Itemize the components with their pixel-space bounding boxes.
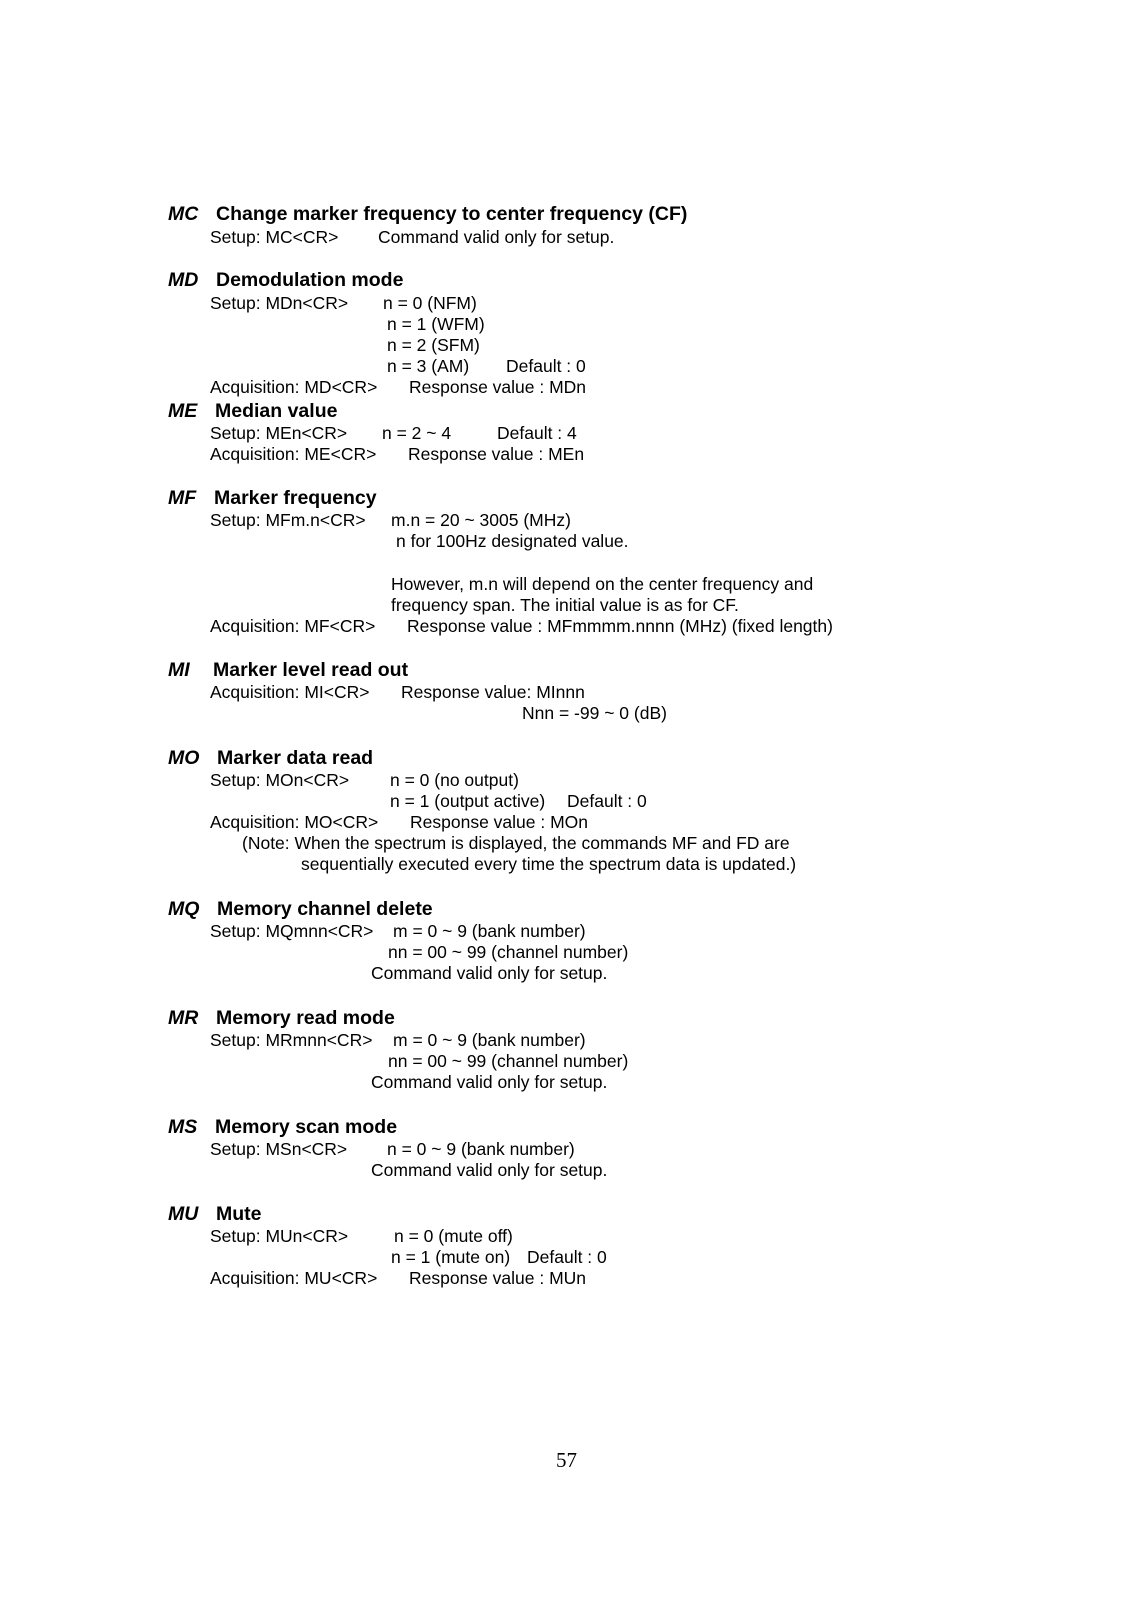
range-detail-mf: n for 100Hz designated value. (396, 531, 629, 551)
range-mr-1: m = 0 ~ 9 (bank number) (393, 1030, 586, 1050)
command-code-mi: MI (168, 659, 190, 681)
command-code-mo: MO (168, 747, 200, 769)
default-md: Default : 0 (506, 356, 586, 376)
command-title-mc: Change marker frequency to center frequency (CF) (216, 203, 688, 225)
acquisition-mu: Acquisition: MU<CR> (210, 1268, 378, 1288)
range-ms: n = 0 ~ 9 (bank number) (387, 1139, 575, 1159)
page-number: 57 (556, 1448, 577, 1472)
range-me: n = 2 ~ 4 (382, 423, 452, 443)
acquisition-mo: Acquisition: MO<CR> (210, 812, 379, 832)
command-title-md: Demodulation mode (216, 269, 404, 291)
note-mf-2: frequency span. The initial value is as for CF. (391, 595, 739, 615)
response-range-mi: Nnn = -99 ~ 0 (dB) (522, 703, 667, 723)
setup-mu: Setup: MUn<CR> (210, 1226, 349, 1246)
setup-mo: Setup: MOn<CR> (210, 770, 350, 790)
acquisition-md: Acquisition: MD<CR> (210, 377, 378, 397)
default-mu: Default : 0 (527, 1247, 607, 1267)
command-code-ms: MS (168, 1116, 198, 1138)
setup-mq: Setup: MQmnn<CR> (210, 921, 374, 941)
option-mu-1: n = 1 (mute on) (391, 1247, 511, 1267)
command-code-mr: MR (168, 1007, 199, 1029)
option-md-1: n = 1 (WFM) (387, 314, 485, 334)
command-title-mr: Memory read mode (216, 1007, 395, 1029)
command-code-mq: MQ (168, 898, 200, 920)
command-code-mf: MF (168, 487, 197, 509)
range-mr-2: nn = 00 ~ 99 (channel number) (388, 1051, 629, 1071)
option-md-2: n = 2 (SFM) (387, 335, 480, 355)
command-title-mi: Marker level read out (213, 659, 409, 681)
setup-md: Setup: MDn<CR> (210, 293, 349, 313)
setup-mf: Setup: MFm.n<CR> (210, 510, 366, 530)
option-md-0: n = 0 (NFM) (383, 293, 477, 313)
range-mq-2: nn = 00 ~ 99 (channel number) (388, 942, 629, 962)
option-mu-0: n = 0 (mute off) (394, 1226, 513, 1246)
command-code-me: ME (168, 400, 198, 422)
response-mf: Response value : MFmmmm.nnnn (MHz) (fixed length) (407, 616, 833, 636)
response-mu: Response value : MUn (409, 1268, 587, 1288)
acquisition-me: Acquisition: ME<CR> (210, 444, 377, 464)
option-md-3: n = 3 (AM) (387, 356, 470, 376)
command-title-mf: Marker frequency (214, 487, 377, 509)
acquisition-mf: Acquisition: MF<CR> (210, 616, 376, 636)
range-mf: m.n = 20 ~ 3005 (MHz) (391, 510, 571, 530)
response-me: Response value : MEn (408, 444, 585, 464)
setup-me: Setup: MEn<CR> (210, 423, 348, 443)
default-me: Default : 4 (497, 423, 577, 443)
setup-ms: Setup: MSn<CR> (210, 1139, 348, 1159)
command-title-mo: Marker data read (217, 747, 374, 769)
command-code-mu: MU (168, 1203, 199, 1225)
response-mi: Response value: MInnn (401, 682, 585, 702)
setup-mc: Setup: MC<CR> (210, 227, 339, 247)
acquisition-mi: Acquisition: MI<CR> (210, 682, 370, 702)
response-md: Response value : MDn (409, 377, 587, 397)
command-title-ms: Memory scan mode (215, 1116, 398, 1138)
command-title-mu: Mute (216, 1203, 262, 1225)
note-ms: Command valid only for setup. (371, 1160, 608, 1180)
command-title-me: Median value (215, 400, 338, 422)
option-mo-0: n = 0 (no output) (390, 770, 519, 790)
command-code-md: MD (168, 269, 199, 291)
setup-mr: Setup: MRmnn<CR> (210, 1030, 373, 1050)
note-mo-1: (Note: When the spectrum is displayed, the commands MF and FD are (242, 833, 790, 853)
response-mo: Response value : MOn (410, 812, 589, 832)
note-mf-1: However, m.n will depend on the center frequency and (391, 574, 814, 594)
note-mq: Command valid only for setup. (371, 963, 608, 983)
command-code-mc: MC (168, 203, 199, 225)
command-title-mq: Memory channel delete (217, 898, 433, 920)
default-mo: Default : 0 (567, 791, 647, 811)
note-mr: Command valid only for setup. (371, 1072, 608, 1092)
note-mc: Command valid only for setup. (378, 227, 615, 247)
option-mo-1: n = 1 (output active) (390, 791, 546, 811)
range-mq-1: m = 0 ~ 9 (bank number) (393, 921, 586, 941)
note-mo-2: sequentially executed every time the spectrum data is updated.) (301, 854, 797, 874)
